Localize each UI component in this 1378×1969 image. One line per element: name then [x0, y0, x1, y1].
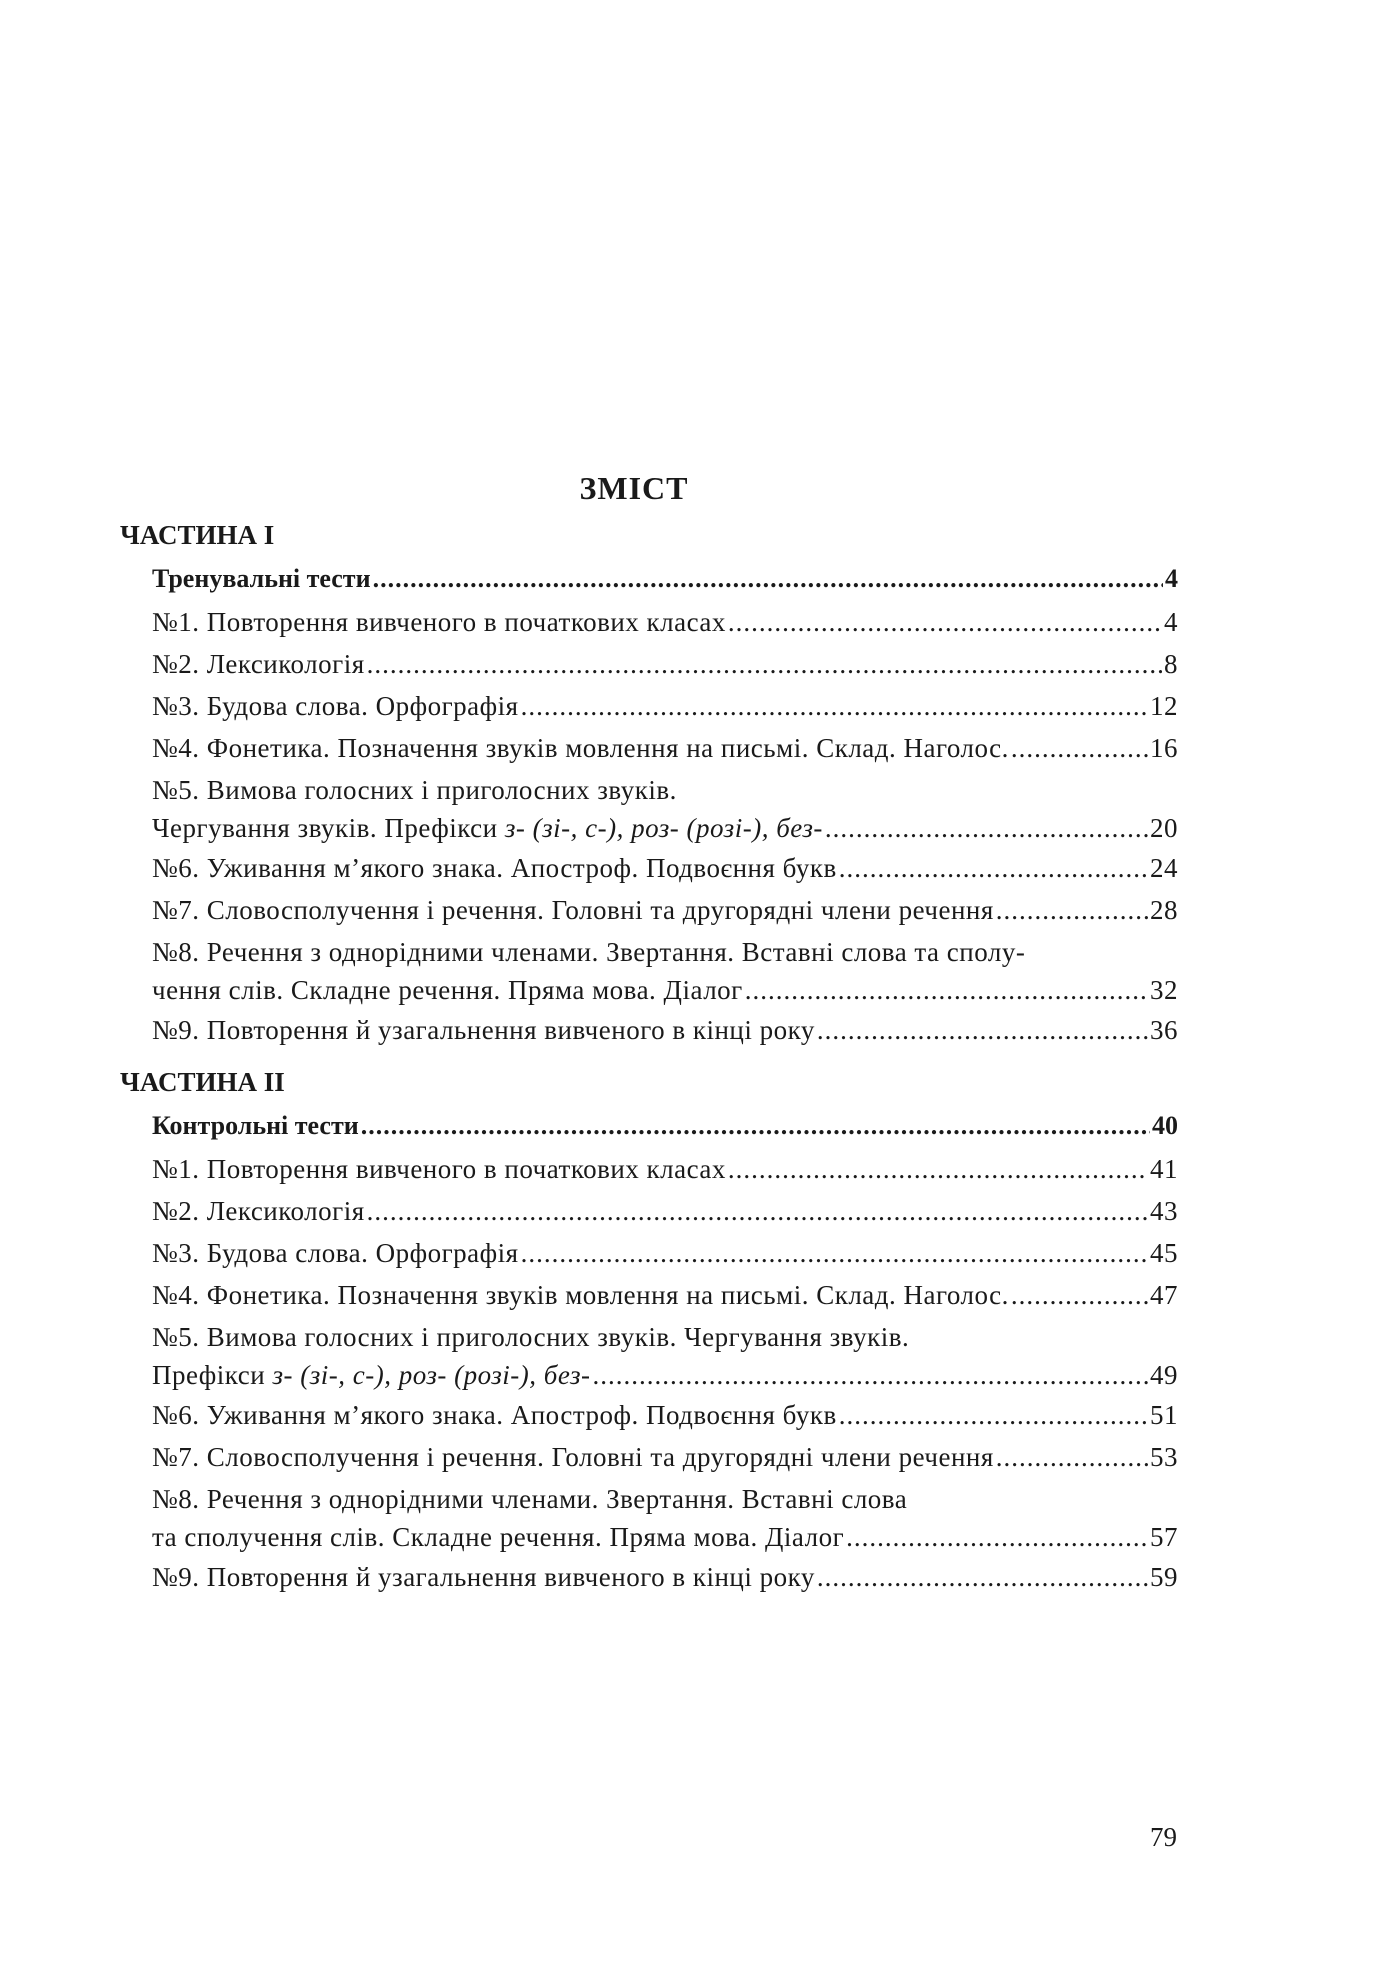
toc-entry[interactable] [152, 729, 1178, 767]
entry-title: №2. Лексикологія [152, 1196, 365, 1226]
entry-title: №8. Речення з однорідними членами. Звертання. Вставні слова та сполу- [152, 937, 1026, 967]
entry-page: 59 [1150, 1562, 1178, 1592]
section-page: 4 [1165, 564, 1178, 593]
toc-entry[interactable] [152, 1318, 1178, 1394]
entry-page: 43 [1150, 1196, 1178, 1226]
section-label: Тренувальні тести [152, 564, 371, 593]
part-1-section[interactable] [152, 560, 1178, 598]
toc-entry[interactable] [152, 1192, 1178, 1230]
entry-title: №3. Будова слова. Орфографія [152, 691, 519, 721]
entry-title: №9. Повторення й узагальнення вивченого в кінці року [152, 1015, 815, 1045]
entry-title: №7. Словосполучення і речення. Головні та другорядні члени речення [152, 895, 994, 925]
entry-page: 24 [1150, 853, 1178, 883]
entry-page: 45 [1150, 1238, 1178, 1268]
toc-entry[interactable] [152, 891, 1178, 929]
entry-title: №3. Будова слова. Орфографія [152, 1238, 519, 1268]
toc-entry[interactable] [152, 933, 1178, 1009]
toc-entry[interactable] [152, 1558, 1178, 1596]
entry-page: 57 [1150, 1522, 1178, 1552]
part-1-heading: ЧАСТИНА І [120, 520, 275, 550]
entry-title-cont: Чергування звуків. Префікси з- (зі-, с-), роз- (розі-), без- [152, 813, 823, 843]
toc-entry[interactable] [152, 1480, 1178, 1556]
entry-title: №7. Словосполучення і речення. Головні та другорядні члени речення [152, 1442, 994, 1472]
part-2-section[interactable] [152, 1107, 1178, 1145]
entry-page: 53 [1150, 1442, 1178, 1472]
section-page: 40 [1152, 1111, 1178, 1140]
entry-page: 4 [1164, 607, 1178, 637]
entry-page: 20 [1150, 813, 1178, 843]
entry-title: №2. Лексикологія [152, 649, 365, 679]
entry-page: 49 [1150, 1360, 1178, 1390]
entry-title: №5. Вимова голосних і приголосних звуків. Чергування звуків. [152, 1322, 910, 1352]
entry-title: №1. Повторення вивченого в початкових класах [152, 607, 726, 637]
toc-entry[interactable] [152, 1396, 1178, 1434]
page-number: 79 [1150, 1822, 1177, 1852]
entry-page: 41 [1150, 1154, 1178, 1184]
toc-entry[interactable] [152, 1438, 1178, 1476]
toc-entry[interactable] [152, 1150, 1178, 1188]
toc-entry[interactable] [152, 1011, 1178, 1049]
toc-entry[interactable] [152, 849, 1178, 887]
entry-page: 16 [1150, 733, 1178, 763]
part-2-heading: ЧАСТИНА ІІ [120, 1067, 285, 1097]
entry-title: №1. Повторення вивченого в початкових класах [152, 1154, 726, 1184]
entry-title: №5. Вимова голосних і приголосних звуків. [152, 775, 677, 805]
toc-entry[interactable] [152, 603, 1178, 641]
section-label: Контрольні тести [152, 1111, 359, 1140]
page-title: ЗМІСТ [579, 470, 689, 506]
entry-title: №6. Уживання м’якого знака. Апостроф. Подвоєння букв [152, 853, 837, 883]
entry-title-cont: чення слів. Складне речення. Пряма мова. Діалог [152, 975, 743, 1005]
toc-entry[interactable] [152, 771, 1178, 847]
entry-title: №4. Фонетика. Позначення звуків мовлення на письмі. Склад. Наголос. [152, 1280, 1009, 1310]
toc-entry[interactable] [152, 645, 1178, 683]
entry-title: №4. Фонетика. Позначення звуків мовлення на письмі. Склад. Наголос. [152, 733, 1009, 763]
toc-entry[interactable] [152, 687, 1178, 725]
entry-title-cont: Префікси з- (зі-, с-), роз- (розі-), без- [152, 1360, 591, 1390]
toc-entry[interactable] [152, 1276, 1178, 1314]
toc-entry[interactable] [152, 1234, 1178, 1272]
entry-page: 32 [1150, 975, 1178, 1005]
entry-page: 47 [1150, 1280, 1178, 1310]
entry-title: №9. Повторення й узагальнення вивченого в кінці року [152, 1562, 815, 1592]
entry-page: 36 [1150, 1015, 1178, 1045]
entry-page: 28 [1150, 895, 1178, 925]
entry-page: 12 [1150, 691, 1178, 721]
entry-title-cont: та сполучення слів. Складне речення. Пряма мова. Діалог [152, 1522, 845, 1552]
entry-title: №6. Уживання м’якого знака. Апостроф. Подвоєння букв [152, 1400, 837, 1430]
entry-page: 8 [1164, 649, 1178, 679]
entry-page: 51 [1150, 1400, 1178, 1430]
entry-title: №8. Речення з однорідними членами. Звертання. Вставні слова [152, 1484, 908, 1514]
